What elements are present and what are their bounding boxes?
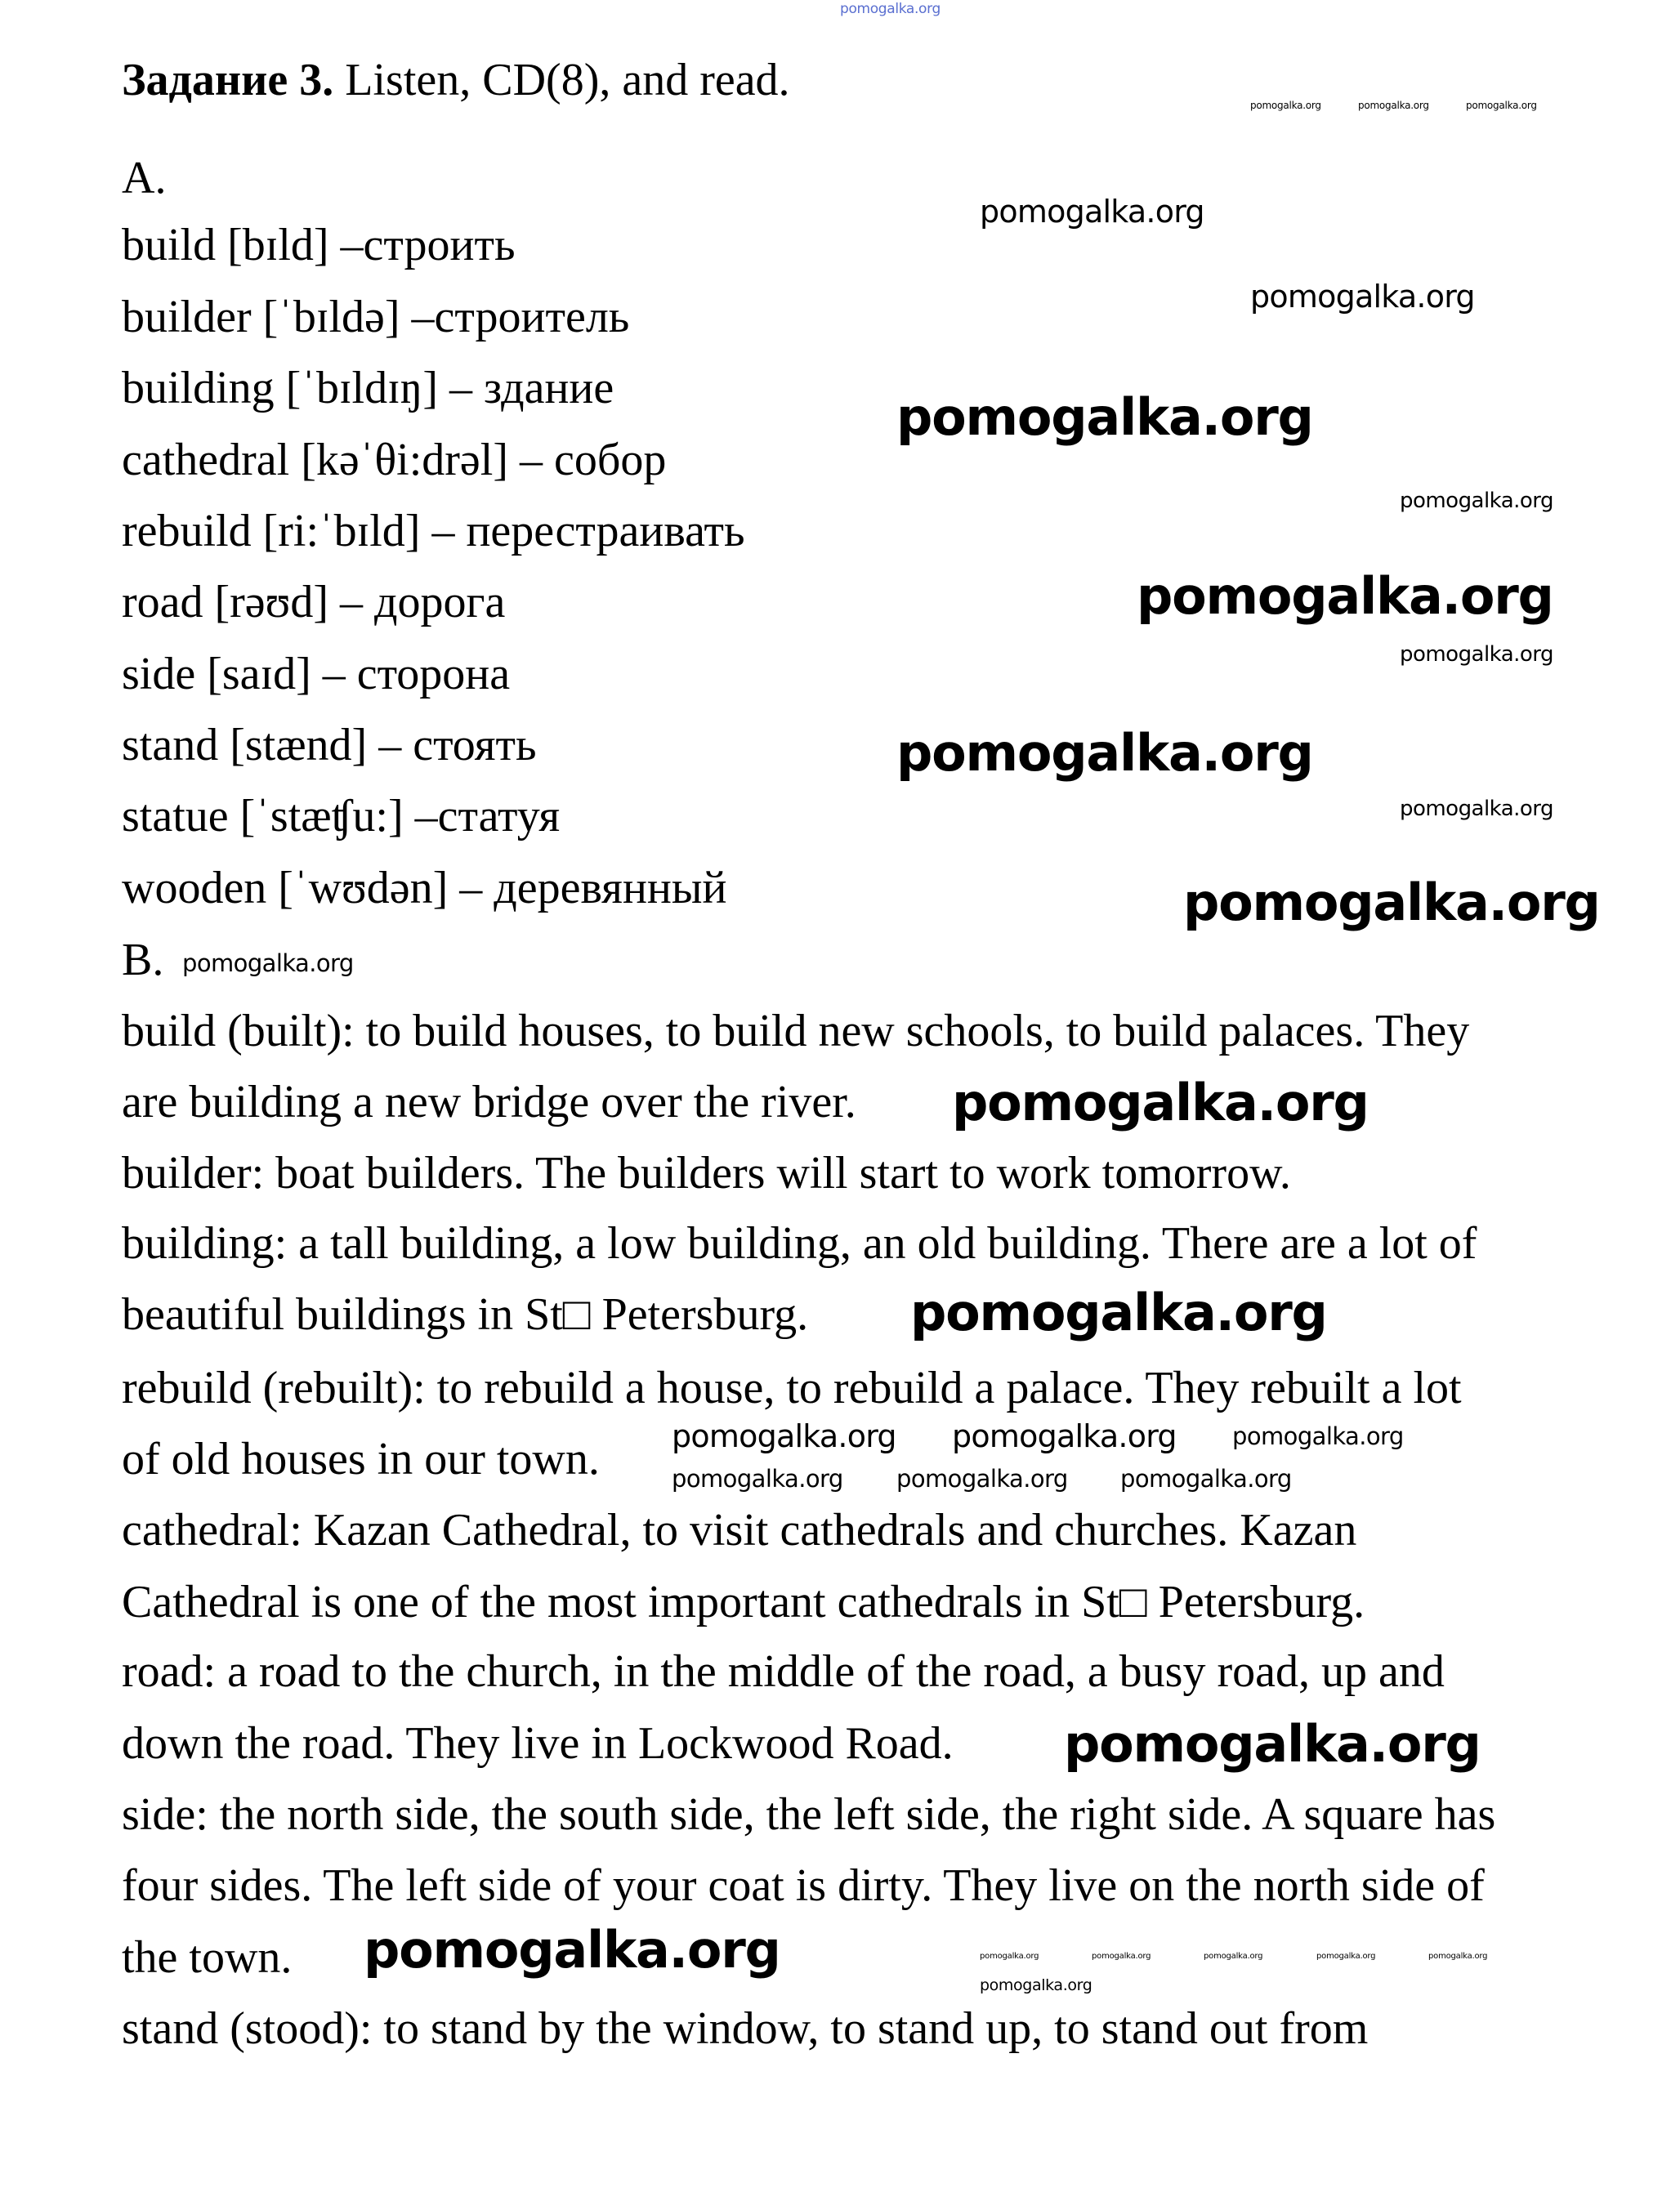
watermark: pomogalka.org: [672, 1465, 843, 1493]
vocabulary-entry: wooden [ˈwʊdən] – деревянный: [122, 863, 727, 913]
watermark: pomogalka.org: [980, 1976, 1092, 1994]
example-line: cathedral: Kazan Cathedral, to visit cathedrals and churches. Kazan: [122, 1505, 1357, 1556]
watermark: pomogalka.org: [1120, 1465, 1292, 1493]
example-line: of old houses in our town.: [122, 1434, 600, 1484]
watermark: pomogalka.org: [1064, 1714, 1481, 1774]
watermark: pomogalka.org: [952, 1418, 1177, 1454]
watermark: pomogalka.org: [980, 194, 1204, 230]
watermark: pomogalka.org: [672, 1418, 896, 1454]
watermark: pomogalka.org: [1183, 873, 1600, 932]
vocabulary-entry: stand [stænd] – стоять: [122, 720, 537, 770]
task-title: [122, 57, 790, 103]
watermark: pomogalka.org: [1204, 1952, 1263, 1961]
vocabulary-entry: rebuild [ri:ˈbɪld] – перестраивать: [122, 506, 745, 556]
vocabulary-entry: build [bɪld] –строить: [122, 220, 516, 270]
vocabulary-entry: cathedral [kəˈθi:drəl] – собор: [122, 435, 667, 485]
example-line: beautiful buildings in St□ Petersburg.: [122, 1289, 809, 1340]
example-line: down the road. They live in Lockwood Road.: [122, 1718, 954, 1769]
example-line: the town.: [122, 1932, 293, 1983]
example-line: four sides. The left side of your coat is dirty. They live on the north side of: [122, 1860, 1485, 1911]
example-line: rebuild (rebuilt): to rebuild a house, to rebuild a palace. They rebuilt a lot: [122, 1363, 1462, 1413]
example-line: side: the north side, the south side, the left side, the right side. A square has: [122, 1789, 1496, 1840]
watermark: pomogalka.org: [952, 1073, 1369, 1132]
vocabulary-entry: building [ˈbɪldɪŋ] – здание: [122, 363, 614, 413]
watermark: pomogalka.org: [182, 949, 354, 977]
watermark: pomogalka.org: [1428, 1952, 1488, 1961]
vocabulary-entry: statue [ˈstæʧu:] –статуя: [122, 791, 561, 842]
example-line: are building a new bridge over the river.: [122, 1077, 856, 1127]
watermark: pomogalka.org: [1466, 100, 1537, 111]
watermark: pomogalka.org: [896, 387, 1313, 447]
task-instruction: Listen, CD(8), and read.: [333, 55, 790, 105]
watermark: pomogalka.org: [1232, 1422, 1404, 1450]
watermark: pomogalka.org: [896, 1465, 1068, 1493]
watermark: pomogalka.org: [840, 1, 941, 17]
watermark: pomogalka.org: [1400, 797, 1553, 821]
watermark: pomogalka.org: [1137, 566, 1553, 626]
watermark: pomogalka.org: [1250, 279, 1475, 315]
vocabulary-entry: builder [ˈbɪldə] –строитель: [122, 292, 630, 342]
watermark: pomogalka.org: [910, 1283, 1327, 1342]
vocabulary-entry: side [saɪd] – сторона: [122, 649, 511, 699]
section-b-heading: B.: [122, 935, 164, 985]
watermark: pomogalka.org: [364, 1920, 780, 1980]
task-label: Задание 3.: [122, 55, 334, 105]
watermark: pomogalka.org: [1250, 100, 1321, 111]
example-line: build (built): to build houses, to build new schools, to build palaces. They: [122, 1006, 1470, 1056]
watermark: pomogalka.org: [896, 723, 1313, 783]
vocabulary-entry: road [rəʊd] – дорога: [122, 577, 506, 627]
watermark: pomogalka.org: [980, 1952, 1039, 1961]
example-line: road: a road to the church, in the middle of the road, a busy road, up and: [122, 1646, 1445, 1697]
watermark: pomogalka.org: [1316, 1952, 1376, 1961]
example-line: building: a tall building, a low building, an old building. There are a lot of: [122, 1218, 1477, 1269]
section-a-heading: A.: [122, 153, 167, 203]
watermark: pomogalka.org: [1400, 642, 1553, 667]
watermark: pomogalka.org: [1400, 489, 1553, 513]
watermark: pomogalka.org: [1358, 100, 1429, 111]
example-line: Cathedral is one of the most important cathedrals in St□ Petersburg.: [122, 1577, 1365, 1627]
example-line: stand (stood): to stand by the window, to stand up, to stand out from: [122, 2003, 1369, 2054]
watermark: pomogalka.org: [1092, 1952, 1151, 1961]
example-line: builder: boat builders. The builders will start to work tomorrow.: [122, 1148, 1291, 1199]
